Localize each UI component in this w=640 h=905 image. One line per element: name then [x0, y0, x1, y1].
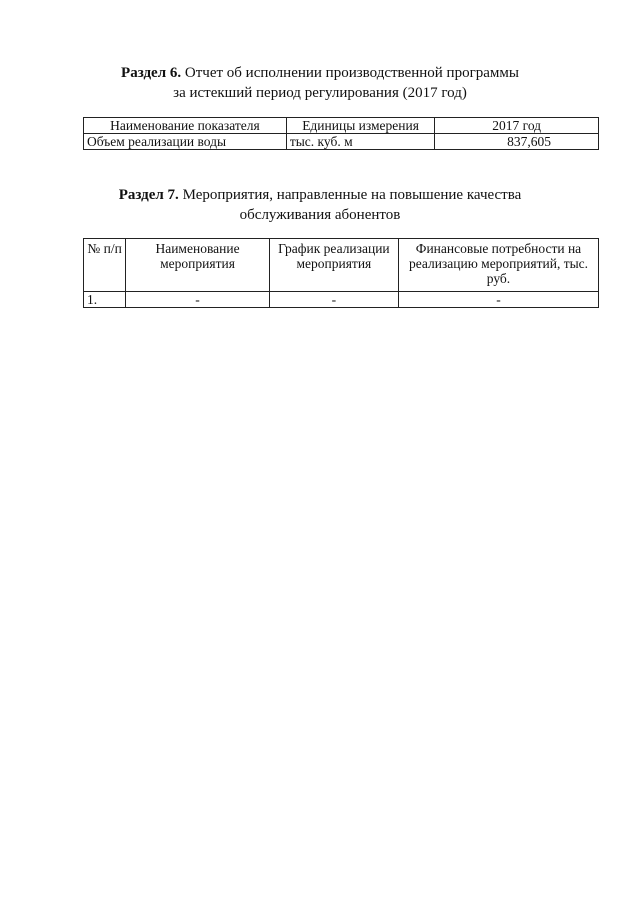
table-header-row	[84, 239, 599, 292]
section-6-label: Раздел 6.	[121, 65, 182, 81]
header-measure-name: Наименование мероприятия	[126, 239, 270, 292]
cell-schedule: -	[269, 292, 398, 308]
section-7-heading	[0, 185, 640, 225]
header-units: Единицы измерения	[286, 118, 435, 134]
section-6-title: Отчет об исполнении производственной программы	[184, 65, 519, 81]
section-6-title-line-1	[0, 63, 640, 83]
table-row	[84, 292, 599, 308]
production-program-report-table	[83, 117, 599, 150]
section-6-heading	[0, 63, 640, 103]
service-quality-measures-table	[83, 238, 599, 308]
section-7-title-line-2: обслуживания абонентов	[239, 207, 401, 223]
section-7-title: Мероприятия, направленные на повышение качества	[182, 187, 522, 203]
header-schedule: График реализации мероприятия	[269, 239, 398, 292]
section-7-title-line-1	[0, 185, 640, 205]
table-header-row	[84, 118, 599, 134]
header-number: № п/п	[84, 239, 126, 292]
section-7-label: Раздел 7.	[118, 187, 179, 203]
header-year: 2017 год	[435, 118, 599, 134]
cell-number: 1.	[84, 292, 126, 308]
cell-measure-name: -	[126, 292, 270, 308]
cell-financial-needs: -	[398, 292, 598, 308]
cell-indicator-name: Объем реализации воды	[84, 134, 287, 150]
header-indicator-name: Наименование показателя	[84, 118, 287, 134]
section-6-title-line-2: за истекший период регулирования (2017 год)	[173, 85, 467, 101]
cell-value: 837,605	[435, 134, 599, 150]
table-row	[84, 134, 599, 150]
cell-units: тыс. куб. м	[286, 134, 435, 150]
header-financial-needs: Финансовые потребности на реализацию мероприятий, тыс. руб.	[398, 239, 598, 292]
